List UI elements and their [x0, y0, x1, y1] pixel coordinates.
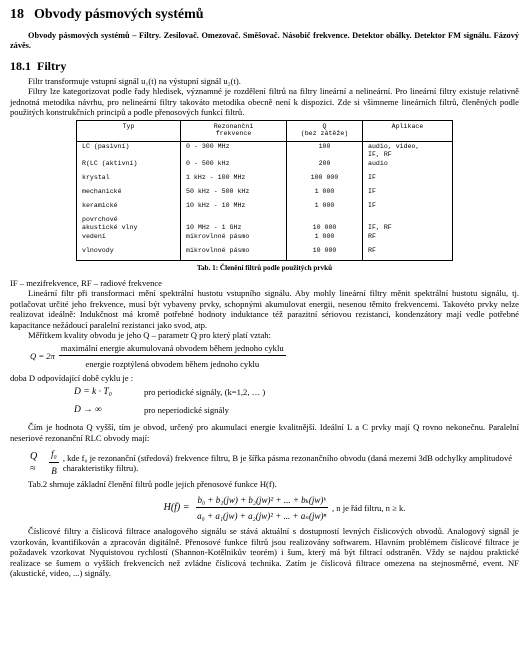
- table-cell: 100 000: [287, 173, 363, 187]
- case-nonperiodic: [74, 405, 519, 417]
- chapter-title: Obvody pásmových systémů: [34, 7, 204, 22]
- chapter-keywords: Obvody pásmových systémů – Filtry. Zesilovač. Omezovač. Směšovač. Násobič frekvence. Detektor obálky. Detektor FM signálu. Fázový závěs.: [10, 31, 519, 51]
- table-cell: 10 000: [287, 215, 363, 232]
- cycle-cases: [74, 387, 519, 416]
- table-header-q-text: Q (bez zátěže): [300, 122, 349, 138]
- table-row: [77, 187, 453, 201]
- formula-h-numerator: b₀ + b₁(jw) + b₂(jw)² + ... + bₖ(jw)ᵏ: [196, 495, 328, 509]
- formula-q-fraction: [59, 343, 286, 370]
- table-cell: 1 000: [287, 187, 363, 201]
- table-cell: 1 kHz - 100 MHz: [181, 173, 287, 187]
- formula-q-lhs: Q = 2π: [30, 350, 55, 361]
- table-header-application: Aplikace: [363, 120, 453, 141]
- table-cell: keramické: [77, 201, 181, 215]
- table-cell: audio, video, IF, RF: [363, 142, 453, 160]
- section-heading: [10, 59, 519, 74]
- table-cell: 10 kHz - 10 MHz: [181, 201, 287, 215]
- table-header-frequency: [181, 120, 287, 141]
- formula-q-numerator: maximální energie akumulovaná obvodem během jednoho cyklu: [59, 343, 286, 356]
- table-cell: RF: [363, 246, 453, 260]
- table-cell: 100: [287, 142, 363, 160]
- filter-types-table: [76, 120, 453, 261]
- table-row: [77, 173, 453, 187]
- paragraph-filter-categories: Filtry lze kategorizovat podle řady hledisek, významné je rozdělení filtrů na filtry lineární a nelineární. Pro lineární filtry existuje relativně jednotná metodika návrhu, pro nelineární filtry takováto metodika obecně není k dispozici. Zde si všimneme lineárních filtrů, členěných podle použitých konstrukčních principů a podle přenosových funkcí filtrů.: [10, 86, 519, 118]
- table-row: [77, 232, 453, 246]
- case-nonperiodic-text: pro neperiodické signály: [144, 404, 229, 415]
- table-cell: mechanické: [77, 187, 181, 201]
- formula-q-bandwidth: [30, 449, 519, 477]
- formula-qf-numerator: f₀: [49, 449, 59, 463]
- table-cell: mikrovlnné pásmo: [181, 232, 287, 246]
- paragraph-higher-q: Čím je hodnota Q vyšší, tím je obvod, určený pro akumulaci energie kvalitnější. Ideální L a C prvky mají Q rovno nekonečnu. Paralelní neseriové rezonanční RLC obvody mají:: [10, 422, 519, 443]
- paragraph-digital-filters: Číslicové filtry a číslicová filtrace analogového signálu se stává aktuální s dostupností levných číslicových obvodů. Analogový signál je vzorkován, kvantifikován a zpracován digitálně. Přenosové funkce filtrů jsou realizovány softwarem. Hlavním problémem číslicové filtrace je požadavek vzorkovat Nyquistovou rychlostí (Shannon-Kotělnikův teorém) i šum, který má být filtrací odstraněn. Vždy se najdou praktické realizace se šumem o vyšších frekvencích než zvládne číslicová technika. Zatím je číslicová filtrace omezena na stejnosměrné, event. NF (akustické, video, ...) signály.: [10, 526, 519, 579]
- formula-transfer-function: [50, 495, 519, 523]
- table-row: [77, 215, 453, 232]
- formula-qf-explanation: , kde f₀ je rezonanční (středová) frekvence filtru, B je šířka pásma rezonančního obvodu (daná mezemi 3dB odchylky amplitudové charakteristiky filtru).: [62, 452, 513, 474]
- formula-q-denominator: energie rozptýlená obvodem během jednoho cyklu: [85, 359, 260, 369]
- table-cell: mikrovlnné pásmo: [181, 246, 287, 260]
- paragraph-filter-intro: Filtr transformuje vstupní signál u₁(t) na výstupní signál u₂(t).: [28, 75, 241, 86]
- case-periodic-math: D = k · T₀: [74, 386, 112, 397]
- table-header-q: [287, 120, 363, 141]
- table-cell: audio: [363, 159, 453, 173]
- table-cell: IF: [363, 173, 453, 187]
- table-cell: 1 000: [287, 232, 363, 246]
- formula-quality-factor: [30, 343, 519, 370]
- formula-qf-fraction: [49, 449, 59, 477]
- paragraph-abbreviations: IF – mezifrekvence, RF – radiové frekvence: [10, 277, 162, 288]
- table-cell: povrchové akustické vlny: [77, 215, 181, 232]
- table-cell: vedení: [77, 232, 181, 246]
- table-cell: 0 - 300 MHz: [181, 142, 287, 160]
- table-cell: 0 - 500 kHz: [181, 159, 287, 173]
- section-title: Filtry: [37, 59, 67, 74]
- table-cell: 10 MHz - 1 GHz: [181, 215, 287, 232]
- paragraph-cycle-duration: doba D odpovídající době cyklu je :: [10, 373, 134, 384]
- table-row: [77, 246, 453, 260]
- table-header-row: [77, 120, 453, 141]
- paragraph-transfer-function: Tab.2 shrnuje základní členění filtrů podle jejich přenosové funkce H(f).: [28, 479, 277, 490]
- formula-h-fraction: [196, 495, 328, 523]
- section-number: 18.1: [10, 59, 31, 74]
- table-row: [77, 142, 453, 160]
- paragraph-quality-measure: Měřítkem kvality obvodu je jeho Q – parametr Q pro který platí vztah:: [28, 330, 271, 341]
- chapter-number: 18: [10, 7, 24, 22]
- paragraph-linear-filter: Lineární filtr při transformaci mění spektrální hustotu vstupního signálu. Aby mohly lineární filtry měnit spektrální hustotu signálu, tj. potlačovat určité jeho frekvence, musí být vybaveny prvky, schopnými akumulovat energii, nesenou těmito frekvencemi. Takovéto prvky nelze realizovat ideálně: Indukčnost má kromě potřebné hodnoty induktance též parazitní sériovou rezistanci, kondenzátory mají vedle potřebné kapacitance nežádoucí paralelní rezistanci jako svod, atp.: [10, 288, 519, 330]
- formula-h-denominator: a₀ + a₁(jw) + a₂(jw)² + ... + aₙ(jw)ⁿ: [197, 511, 327, 522]
- table-cell: 50 kHz - 500 kHz: [181, 187, 287, 201]
- formula-h-lhs: H(f) =: [163, 502, 190, 514]
- chapter-heading: [10, 6, 519, 23]
- table-cell: IF, RF: [363, 215, 453, 232]
- table-cell: IF: [363, 187, 453, 201]
- formula-h-tail: , n je řád filtru, n ≥ k.: [331, 503, 406, 514]
- table-row: [77, 159, 453, 173]
- table-header-frequency-text: Rezonanční frekvence: [213, 122, 254, 138]
- table-cell: R(LC (aktivní): [77, 159, 181, 173]
- case-nonperiodic-math: D → ∞: [74, 404, 102, 415]
- table-cell: 200: [287, 159, 363, 173]
- table-header-type: Typ: [77, 120, 181, 141]
- formula-qf-lhs: Q ≈: [30, 450, 38, 475]
- table-cell: 1 000: [287, 201, 363, 215]
- table-cell: vlnovody: [77, 246, 181, 260]
- table-cell: IF: [363, 201, 453, 215]
- case-periodic-text: pro periodické signály, (k=1,2, … ): [144, 386, 266, 397]
- table-row: [77, 201, 453, 215]
- table-caption: Tab. 1: Členění filtrů podle použitých prvků: [196, 263, 333, 272]
- table-cell: 10 000: [287, 246, 363, 260]
- formula-qf-denominator: B: [51, 466, 57, 477]
- table-cell: krystal: [77, 173, 181, 187]
- table-cell: LC (pasivní): [77, 142, 181, 160]
- table-cell: RF: [363, 232, 453, 246]
- case-periodic: [74, 387, 519, 399]
